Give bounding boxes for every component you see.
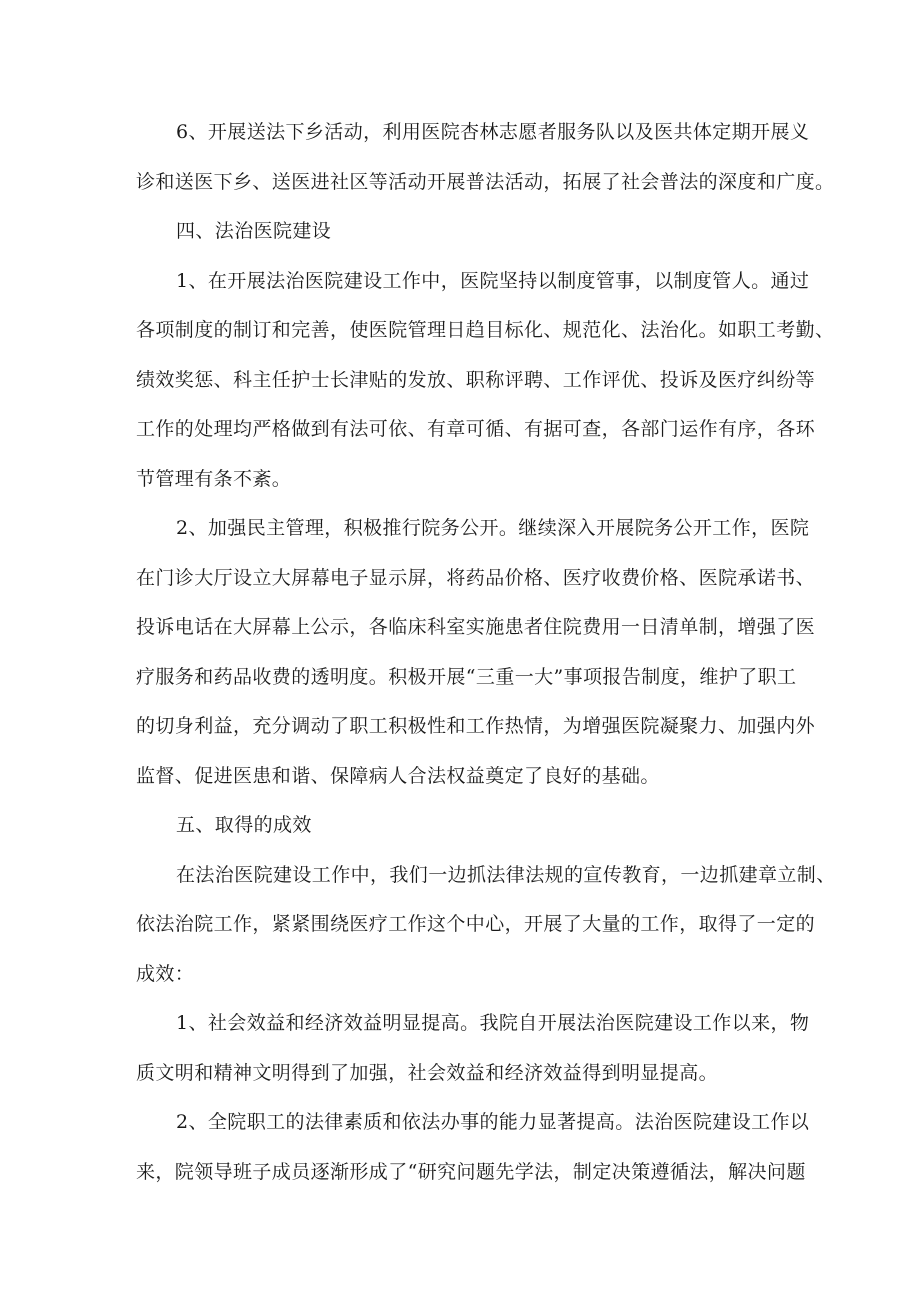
paragraph-4-2-line-1: 2、加强民主管理，积极推行院务公开。继续深入开展院务公开工作，医院: [176, 517, 810, 539]
paragraph-5-intro-line-3: 成效：: [136, 963, 195, 985]
paragraph-5-1-line-2: 质文明和精神文明得到了加强，社会效益和经济效益得到明显提高。: [136, 1062, 719, 1084]
paragraph-4-2-line-3: 投诉电话在大屏幕上公示，各临床科室实施患者住院费用一日清单制，增强了医: [136, 616, 816, 638]
paragraph-5-2-line-2: 来，院领导班子成员逐渐形成了“研究问题先学法，制定决策遵循法，解决问题: [136, 1161, 806, 1183]
paragraph-4-1-line-3: 绩效奖惩、科主任护士长津贴的发放、职称评聘、工作评优、投诉及医疗纠纷等: [136, 369, 816, 391]
paragraph-4-2-line-2: 在门诊大厅设立大屏幕电子显示屏，将药品价格、医疗收费价格、医院承诺书、: [136, 567, 816, 589]
paragraph-4-2-line-4: 疗服务和药品收费的透明度。积极开展“三重一大”事项报告制度，维护了职工: [136, 666, 797, 688]
paragraph-5-intro-line-2: 依法治院工作，紧紧围绕医疗工作这个中心，开展了大量的工作，取得了一定的: [136, 913, 816, 935]
paragraph-4-1-line-1: 1、在开展法治医院建设工作中，医院坚持以制度管事，以制度管人。通过: [176, 270, 810, 292]
paragraph-4-1-line-4: 工作的处理均严格做到有法可依、有章可循、有据可查，各部门运作有序，各环: [136, 418, 816, 440]
paragraph-4-2-line-5: 的切身利益，充分调动了职工积极性和工作热情，为增强医院凝聚力、加强内外: [136, 715, 816, 737]
paragraph-4-1-line-5: 节管理有条不紊。: [136, 468, 292, 490]
paragraph-6-line-2: 诊和送医下乡、送医进社区等活动开展普法活动，拓展了社会普法的深度和广度。: [136, 171, 835, 193]
paragraph-4-2-line-6: 监督、促进医患和谐、保障病人合法权益奠定了良好的基础。: [136, 765, 660, 787]
paragraph-5-intro-line-1: 在法治医院建设工作中，我们一边抓法律法规的宣传教育，一边抓建章立制、: [176, 864, 836, 886]
paragraph-6-line-1: 6、开展送法下乡活动，利用医院杏林志愿者服务队以及医共体定期开展义: [176, 121, 810, 143]
paragraph-4-1-line-2: 各项制度的制订和完善，使医院管理日趋目标化、规范化、法治化。如职工考勤、: [136, 319, 835, 341]
section-heading-5: 五、取得的成效: [176, 814, 312, 836]
section-heading-4: 四、法治医院建设: [176, 220, 332, 242]
paragraph-5-2-line-1: 2、全院职工的法律素质和依法办事的能力显著提高。法治医院建设工作以: [176, 1111, 810, 1133]
paragraph-5-1-line-1: 1、社会效益和经济效益明显提高。我院自开展法治医院建设工作以来，物: [176, 1012, 810, 1034]
